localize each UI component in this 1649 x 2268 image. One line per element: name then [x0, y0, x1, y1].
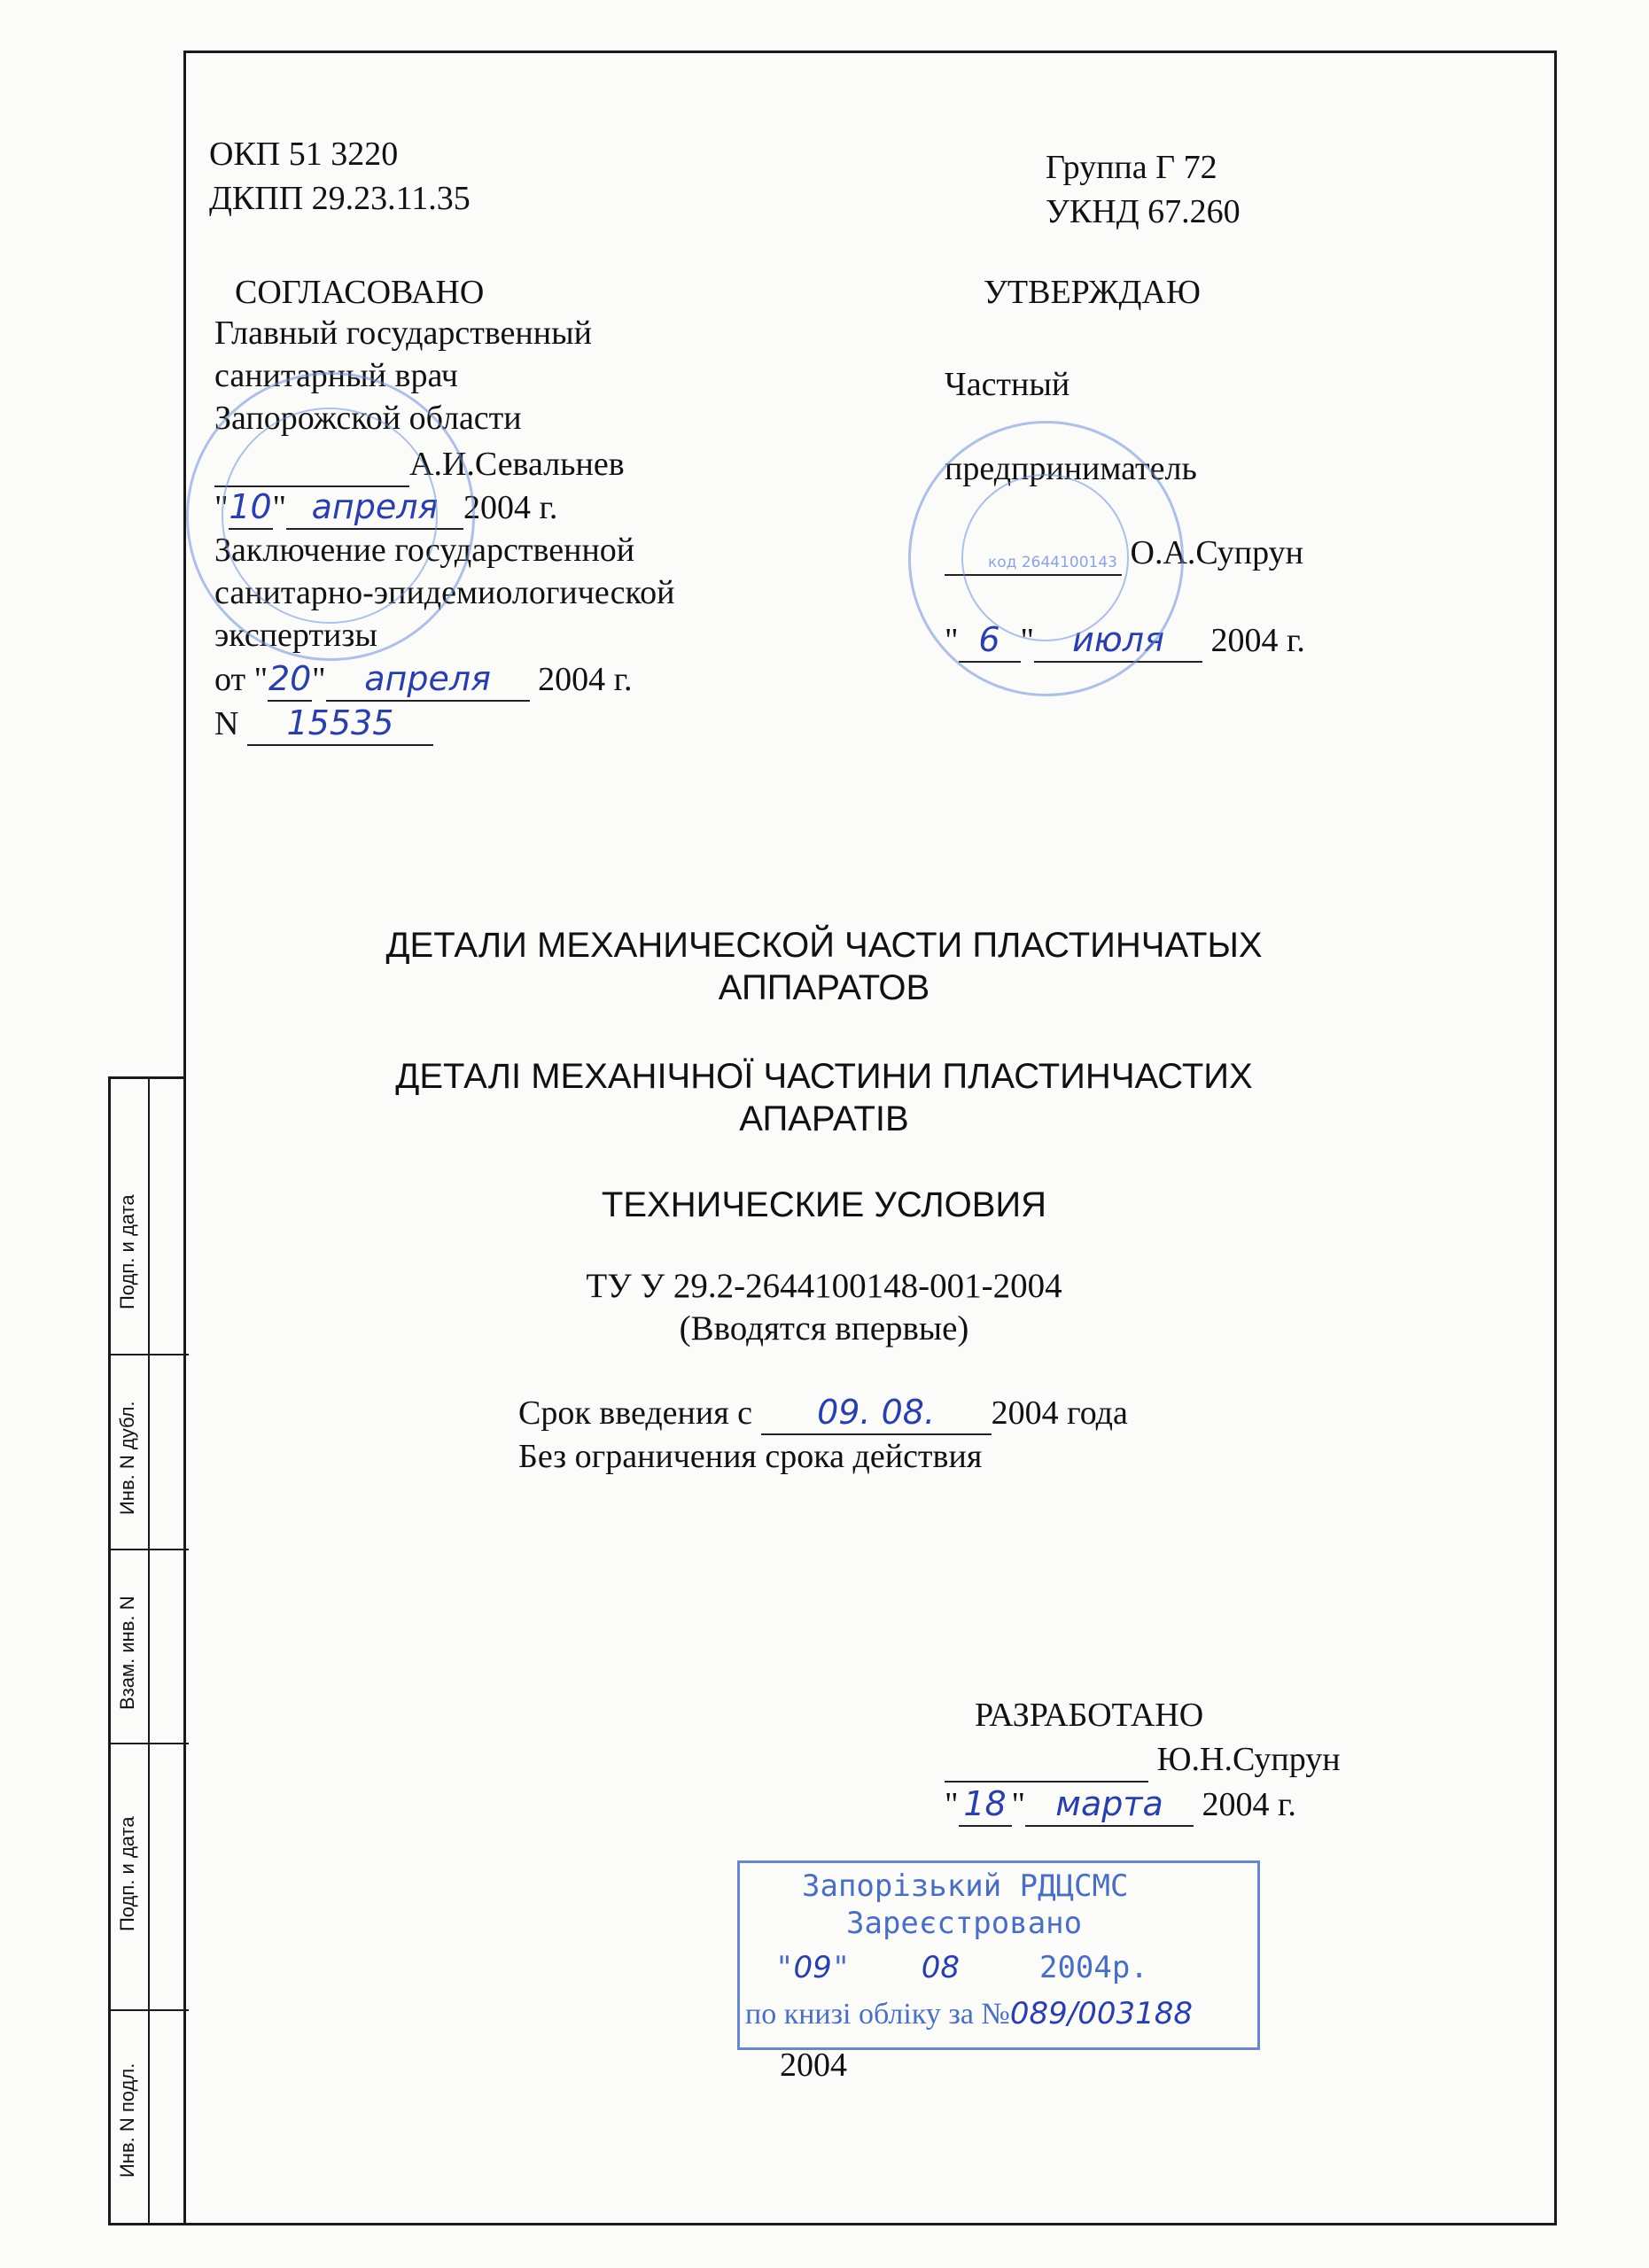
- reg-month: 08: [921, 1950, 960, 1985]
- side-row-divider: [111, 1549, 189, 1550]
- title-ua-line2: АПАРАТІВ: [739, 1099, 909, 1138]
- developed-signature-line: [945, 1738, 1341, 1783]
- developed-heading: РАЗРАБОТАНО: [975, 1697, 1204, 1734]
- side-row-divider: [111, 1743, 189, 1744]
- side-label-inv-dubl: Инв. N дубл.: [116, 1401, 138, 1515]
- side-row-divider: [111, 1354, 189, 1355]
- footer-year: 2004: [780, 2047, 847, 2084]
- agreed-line3: Запорожской области: [214, 400, 522, 437]
- agreed-from: от "20" апреля 2004 г.: [214, 657, 632, 702]
- seal-agreed-inner: [222, 408, 438, 624]
- agreed-conclusion3: экспертизы: [214, 617, 377, 654]
- agreed-conclusion1: Заключение государственной: [214, 532, 635, 569]
- side-label-vzam-inv: Взам. инв. N: [116, 1596, 138, 1710]
- reg-book-label: по книзі обліку за №: [745, 1998, 1010, 2031]
- agreed-conclusion2: санитарно-эпидемиологической: [214, 574, 675, 611]
- side-row-divider: [111, 2009, 189, 2011]
- title-note: (Вводятся впервые): [679, 1309, 969, 1348]
- developed-date-day: 18: [959, 1783, 1012, 1827]
- title-code: ТУ У 29.2-2644100148-001-2004: [586, 1267, 1062, 1305]
- agreed-date-year: 2004 г.: [463, 489, 558, 526]
- agreed-signer: А.И.Севальнев: [409, 446, 625, 483]
- agreed-from-day: 20: [268, 657, 312, 702]
- group-code: Группа Г 72: [1046, 149, 1217, 186]
- developed-date: " 18 " марта 2004 г.: [945, 1783, 1296, 1827]
- reg-year-suffix: р.: [1111, 1950, 1148, 1985]
- title-ru-line2: АППАРАТОВ: [718, 968, 930, 1007]
- approve-date-day: 6: [959, 618, 1021, 663]
- agreed-number-label: N: [214, 705, 239, 742]
- approve-signer: О.А.Супрун: [1130, 534, 1303, 571]
- side-label-podp-data-bottom: Подп. и дата: [116, 1816, 138, 1931]
- side-label-inv-podl: Инв. N подл.: [116, 2062, 138, 2178]
- reg-book-number: 089/003188: [1009, 1996, 1194, 2031]
- approve-heading: УТВЕРЖДАЮ: [984, 274, 1201, 311]
- term-date: 09. 08.: [761, 1391, 992, 1435]
- side-col-divider: [148, 1079, 150, 2223]
- title-ru-line1: ДЕТАЛИ МЕХАНИЧЕСКОЙ ЧАСТИ ПЛАСТИНЧАТЫХ: [385, 926, 1263, 965]
- side-stamp-table: [108, 1076, 186, 2225]
- okp-code: ОКП 51 3220: [209, 136, 399, 173]
- agreed-line1: Главный государственный: [214, 315, 592, 352]
- reg-year: 2004: [1038, 1950, 1112, 1985]
- term-label: Срок введения с: [518, 1394, 753, 1432]
- agreed-date-month: апреля: [286, 485, 463, 530]
- reg-line2: Зареєстровано: [846, 1906, 1083, 1941]
- agreed-from-year: 2004 г.: [538, 661, 633, 698]
- agreed-heading: СОГЛАСОВАНО: [235, 274, 485, 311]
- approve-date-year: 2004 г.: [1210, 622, 1305, 659]
- agreed-from-month: апреля: [326, 657, 530, 702]
- reg-date: "09" 08 2004р.: [775, 1950, 1148, 1985]
- developed-date-year: 2004 г.: [1202, 1786, 1296, 1823]
- approve-date: " 6 " июля 2004 г.: [945, 618, 1305, 663]
- reg-line1: Запорізький РДЦСМС: [802, 1868, 1129, 1904]
- title-ua-line1: ДЕТАЛІ МЕХАНІЧНОЇ ЧАСТИНИ ПЛАСТИНЧАСТИХ: [395, 1057, 1253, 1096]
- validity: Без ограничения срока действия: [518, 1438, 983, 1475]
- agreed-date: "10" апреля 2004 г.: [214, 485, 557, 530]
- registration-stamp: [737, 1860, 1260, 2050]
- agreed-from-label: от: [214, 661, 246, 698]
- agreed-date-day: 10: [229, 485, 273, 530]
- agreed-number-value: 15535: [247, 702, 433, 746]
- term-year: 2004 года: [991, 1394, 1128, 1432]
- reg-book: [745, 1996, 1193, 2031]
- dkpp-code: ДКПП 29.23.11.35: [209, 180, 471, 217]
- side-label-podp-data-top: Подп. и дата: [116, 1194, 138, 1309]
- reg-day: 09: [793, 1950, 832, 1985]
- developed-signer: Ю.Н.Супрун: [1156, 1741, 1341, 1778]
- title-conditions: ТЕХНИЧЕСКИЕ УСЛОВИЯ: [601, 1185, 1047, 1224]
- term-line: [518, 1391, 1128, 1435]
- approve-date-month: июля: [1034, 618, 1202, 663]
- approve-line2: предприниматель: [945, 450, 1197, 487]
- agreed-number: [214, 702, 433, 746]
- developed-date-month: марта: [1025, 1783, 1194, 1827]
- approve-line1: Частный: [945, 366, 1070, 403]
- uknd-code: УКНД 67.260: [1046, 193, 1241, 230]
- agreed-line2: санитарный врач: [214, 357, 458, 394]
- seal-approve-code: код 2644100143: [988, 554, 1117, 571]
